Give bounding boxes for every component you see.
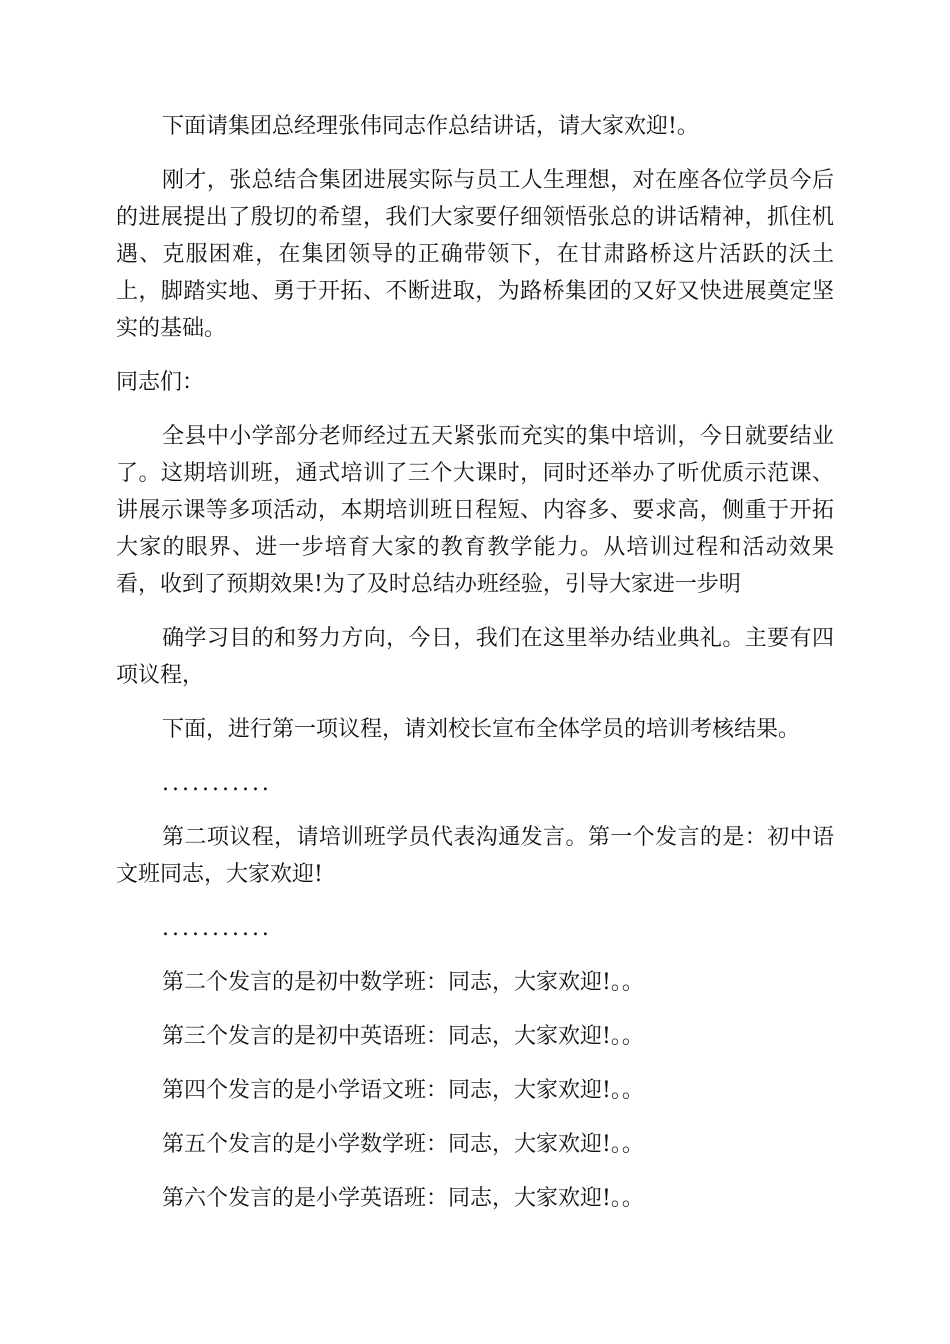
- paragraph-speaker-two: 第二个发言的是初中数学班：同志，大家欢迎!。。: [162, 970, 644, 995]
- paragraph-salutation: 同志们：: [116, 370, 205, 395]
- paragraph-agenda-item-two: 第二项议程，请培训班学员代表沟通发言。第一个发言的是：初中语文班同志，大家欢迎!: [116, 825, 834, 887]
- paragraph-summary-remarks: 刚才，张总结合集团进展实际与员工人生理想，对在座各位学员今后的进展提出了殷切的希望，我们大家要仔细领悟张总的讲话精神，抓住机遇、克服困难，在集团领导的正确带领下，在甘肃路桥这片活跃的沃土上，脚踏实地、勇于开拓、不断进取，为路桥集团的又好又快进展奠定坚实的基础。: [116, 168, 834, 341]
- paragraph-speaker-six: 第六个发言的是小学英语班：同志，大家欢迎!。。: [162, 1186, 644, 1211]
- paragraph-training-overview: 全县中小学部分老师经过五天紧张而充实的集中培训，今日就要结业了。这期培训班，通式培训了三个大课时，同时还举办了听优质示范课、讲展示课等多项活动，本期培训班日程短、内容多、要求高，侧重于开拓大家的眼界、进一步培育大家的教育教学能力。从培训过程和活动效果看，收到了预期效果!为了及时总结办班经验，引导大家进一步明: [116, 424, 834, 597]
- paragraph-agenda-item-one: 下面，进行第一项议程，请刘校长宣布全体学员的培训考核结果。: [162, 717, 801, 742]
- paragraph-speaker-five: 第五个发言的是小学数学班：同志，大家欢迎!。。: [162, 1132, 644, 1157]
- ellipsis-separator: ...........: [162, 916, 272, 941]
- paragraph-agenda-intro: 确学习目的和努力方向，今日，我们在这里举办结业典礼。主要有四项议程，: [116, 626, 834, 688]
- ellipsis-separator: ...........: [162, 771, 272, 796]
- paragraph-speaker-three: 第三个发言的是初中英语班：同志，大家欢迎!。。: [162, 1024, 644, 1049]
- paragraph-invite-summary-speech: 下面请集团总经理张伟同志作总结讲话，请大家欢迎!。: [162, 114, 699, 139]
- paragraph-speaker-four: 第四个发言的是小学语文班：同志，大家欢迎!。。: [162, 1078, 644, 1103]
- document-body: [116, 108, 834, 1217]
